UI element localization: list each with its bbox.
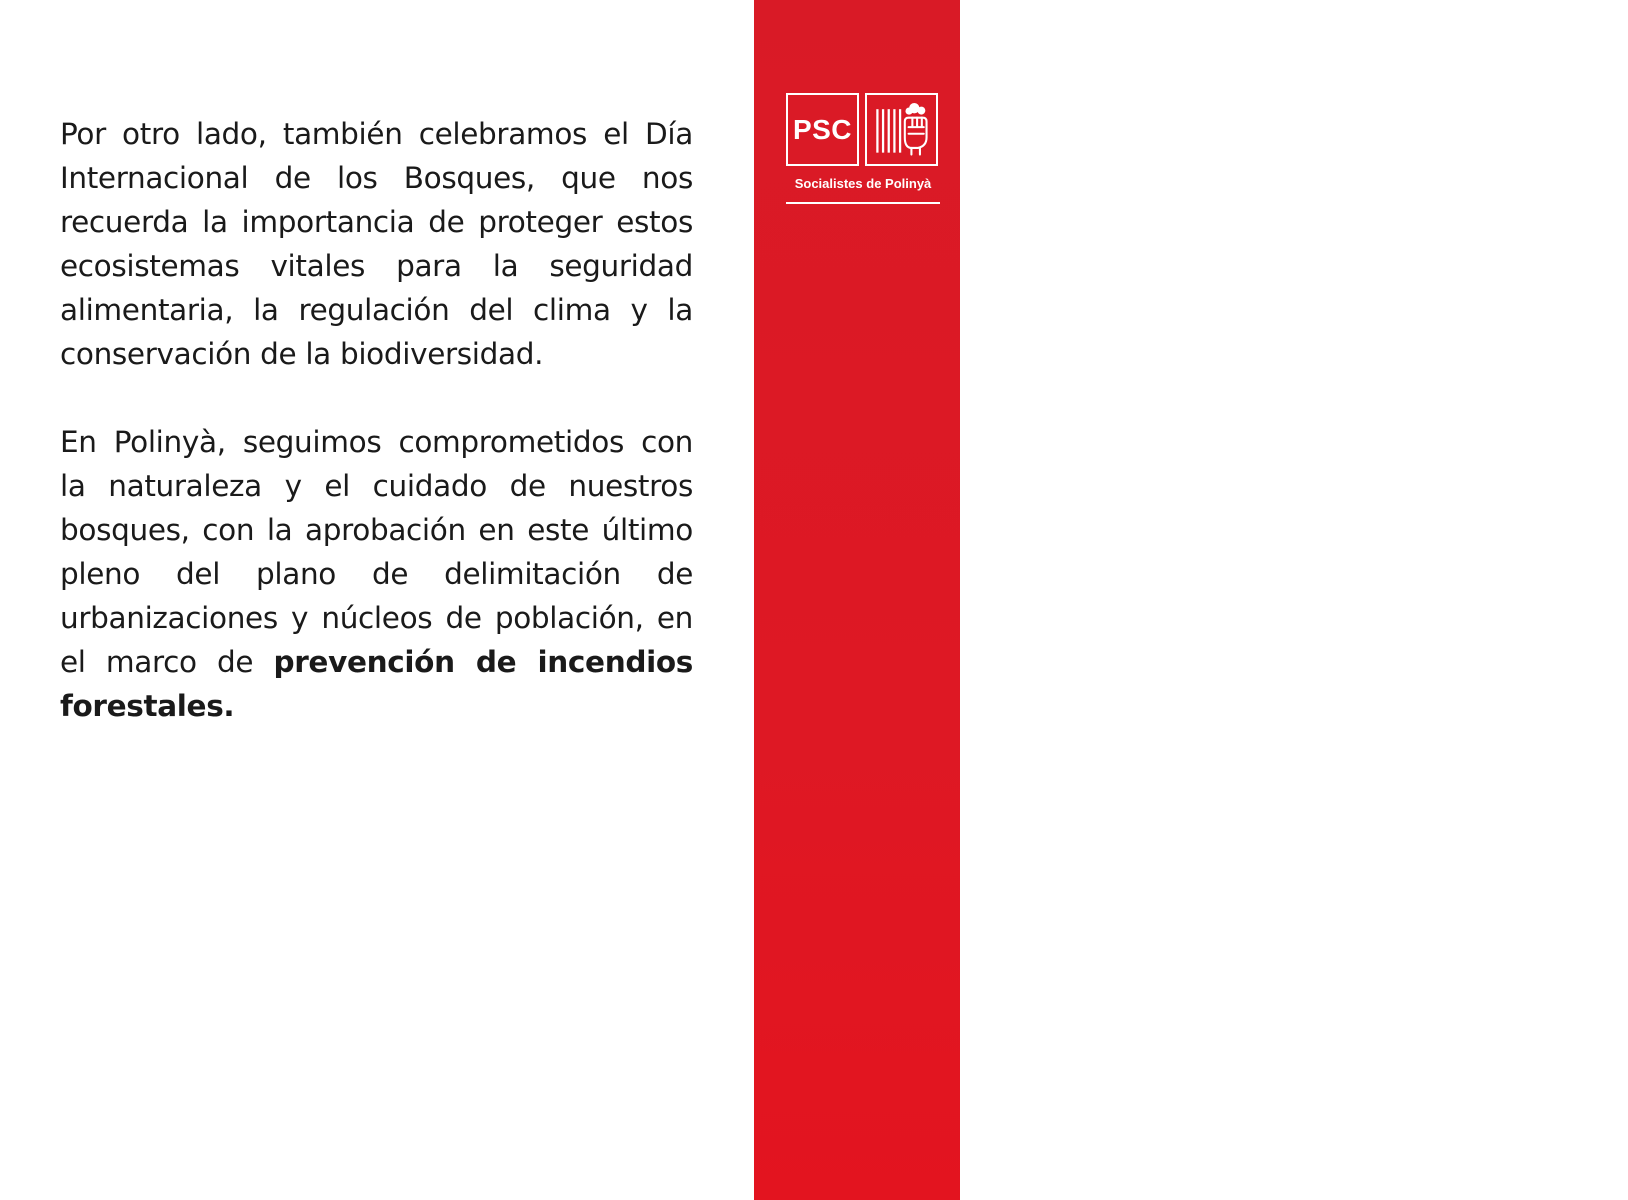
article-paragraph-2-text: En Polinyà, seguimos comprometidos con la naturaleza y el cuidado de nuestros bosques, con la aprobación en este último pleno del plano de delimitación de urbanizaciones y núcleos de población, en el marco de xyxy=(60,425,693,679)
psc-logo xyxy=(786,93,940,205)
logo-divider xyxy=(786,202,940,204)
bulletin-heading xyxy=(1587,352,1628,911)
article-body xyxy=(60,112,693,728)
bulletin-date: ABRIL 2025 xyxy=(1586,352,1628,546)
bulletin-title: BOLETÍN MUNICIPAL xyxy=(1586,575,1628,912)
psc-logo-text: PSC xyxy=(792,113,853,145)
fist-and-rose-icon xyxy=(865,93,938,166)
article-highlight: prevención de incendios forestales. xyxy=(60,645,694,723)
article-paragraph-1: Por otro lado, también celebramos el Día Internacional de los Bosques, que nos recuerda la importancia de proteger estos ecosistemas vitales para la seguridad alimentaria, la regulación del clima y la conservación de la biodiversidad. xyxy=(60,117,693,371)
article-paragraph-2 xyxy=(60,420,693,728)
red-sidebar xyxy=(754,0,1628,1200)
fist-and-rose-icon-graphic xyxy=(867,95,936,164)
psc-tagline: Socialistes de Polinyà xyxy=(794,176,932,191)
psc-logo-text-box xyxy=(786,93,859,166)
